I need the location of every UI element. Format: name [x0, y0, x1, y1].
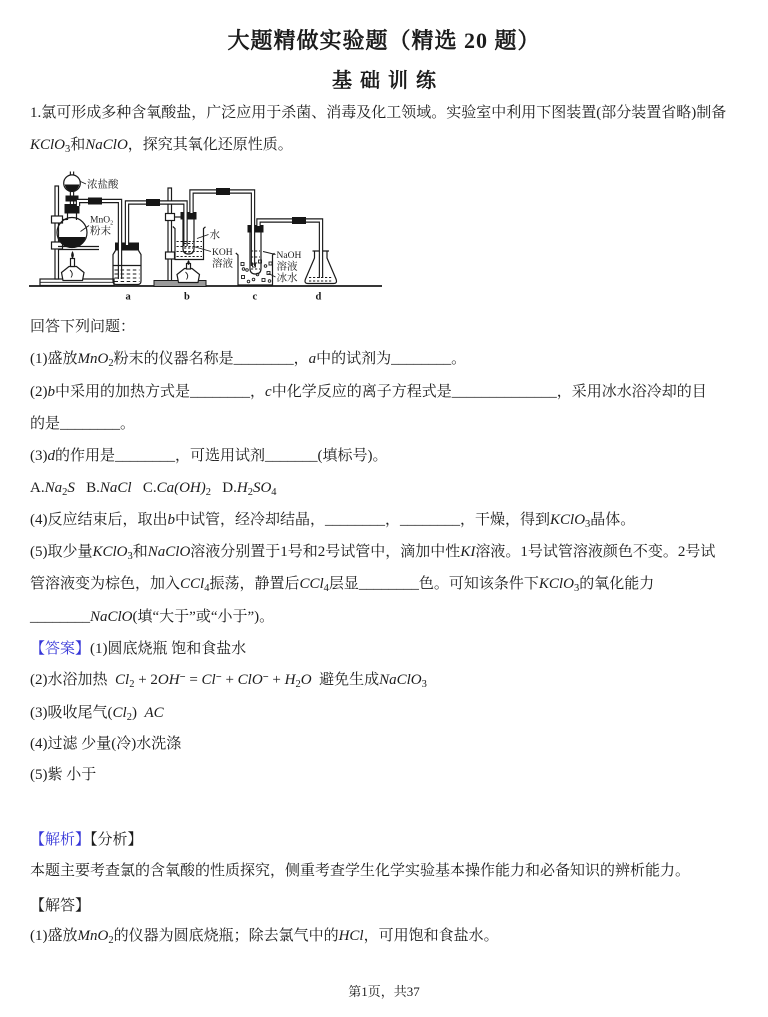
conc-hcl-label: 浓盐酸	[87, 179, 119, 191]
page-subtitle: 基础训练	[332, 70, 444, 92]
question-3-options: $A.Na_2S$ B.NaCl $C.Ca(OH)_2$ $D.H_2SO_4$	[30, 480, 277, 498]
naoh-label: NaOH	[276, 251, 302, 261]
tube-b-stopper	[181, 212, 197, 220]
answer-line-1: 【答案】(1)圆底烧瓶 饱和食盐水	[30, 641, 247, 657]
page-footer: 第1页，共37	[348, 984, 420, 999]
apparatus-label-d: d	[315, 291, 322, 303]
naoh-label-3: 冰水	[276, 273, 298, 284]
analysis-text: 本题主要考查氯的含氧酸的性质探究，侧重考查学生化学实验基本操作能力和必备知识的辨析能力。	[30, 863, 691, 879]
koh-label-2: 溶液	[212, 258, 233, 270]
mno2-label: MnO₂	[90, 215, 114, 226]
answer-line-3: (3)吸收尾气$(Cl_2)$ AC	[30, 705, 164, 723]
question-5-line-1: (5)取少量KClO$_3$和NaClO溶液分别置于1号和2号试管中，滴加中性KI溶液。1号试管溶液颜色不变。2号试	[30, 544, 716, 562]
intro-line-1: 1.氯可形成多种含氧酸盐，广泛应用于杀菌、消毒及化工领域。实验室中利用下图装置(部分装置省略)制备	[30, 105, 727, 121]
naoh-label-2: 溶液	[276, 261, 298, 273]
intro-line-2: KClO$_3$和NaClO，探究其氧化还原性质。	[30, 137, 293, 155]
prompt-line: 回答下列问题：	[30, 319, 136, 335]
question-2-line-2: 的是________。	[30, 416, 136, 432]
page-title: 大题精做实验题（精选 20 题）	[227, 28, 541, 53]
apparatus-label-b: b	[184, 291, 190, 303]
answer-line-2: (2)水浴加热 $Cl_2 + 2OH^- = Cl^- + ClO^- + H_2O$ 避免生成NaClO$_3$	[30, 672, 427, 690]
koh-label: KOH	[212, 248, 233, 258]
apparatus-label-a: a	[125, 291, 131, 303]
gas-washing-bottle-a	[113, 251, 141, 285]
tube-c-stopper	[248, 225, 264, 233]
question-4: (4)反应结束后，取出b中试管，经冷却结晶，________，________，干燥，得到KClO$_3$晶体。	[30, 512, 636, 530]
question-5-line-2: 管溶液变为棕色，加入CCl$_4$振荡，静置后CCl$_4$层显________色。可知该条件下KClO$_3$的氧化能力	[30, 576, 655, 594]
apparatus-label-c: c	[252, 291, 258, 303]
question-5-line-3: ________NaClO(填“大于”或“小于”)。	[30, 609, 275, 625]
answer-line-5: (5)紫 小于	[30, 767, 97, 783]
alcohol-lamp-right	[177, 260, 200, 283]
solution-line-1: (1)盛放MnO$_2$的仪器为圆底烧瓶；除去氯气中的HCl，可用饱和食盐水。	[30, 928, 499, 946]
question-1: (1)盛放MnO$_2$粉末的仪器名称是________，a中的试剂为________。	[30, 351, 467, 369]
apparatus-diagram	[26, 170, 391, 308]
analysis-heading: 【解析】【分析】	[30, 832, 143, 848]
alcohol-lamp-left	[62, 251, 85, 281]
question-3: (3)d的作用是________，可选用试剂_______(填标号)。	[30, 448, 388, 464]
mno2-label-2: 粉末	[90, 226, 111, 237]
answer-line-4: (4)过滤 少量(冷)水洗涤	[30, 736, 182, 752]
solution-heading: 【解答】	[30, 898, 91, 914]
water-label: 水	[209, 230, 220, 241]
question-2-line-1: (2)b中采用的加热方式是________，c中化学反应的离子方程式是______________，采用冰水浴冷却的目	[30, 384, 707, 400]
